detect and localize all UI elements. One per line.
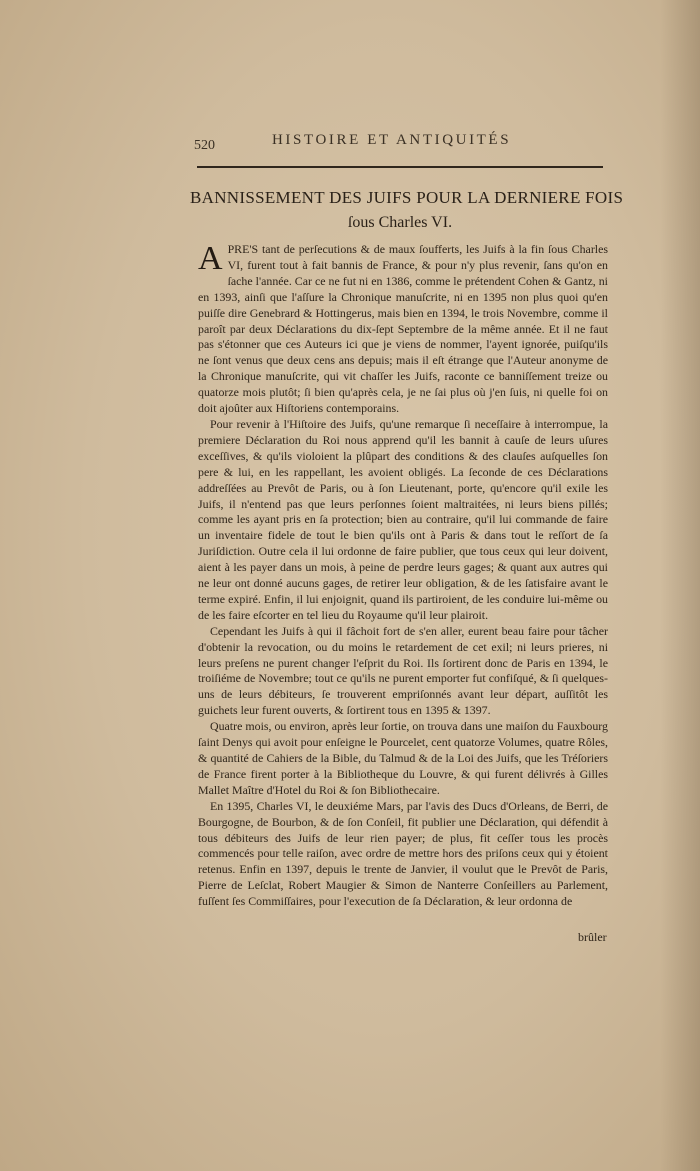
chapter-title-line2: ſous Charles VI. bbox=[347, 214, 453, 231]
paragraph: Quatre mois, ou environ, après leur ſortie, on trouva dans une maiſon du Fauxbourg ſaint Denys qui avoit pour enſeigne le Pourcelet, cent quatorze Volumes, quatre Rôles, & quantité de Cahiers de la Bible, du Talmud & de la Loi des Juifs, que les Tréſoriers de France firent porter à la Bibliotheque du Louvre, & qui furent délivrés à Gilles Mallet Maître d'Hotel du Roi & ſon Bibliothecaire. bbox=[198, 719, 608, 797]
header-rule bbox=[197, 166, 603, 168]
paragraph: En 1395, Charles VI, le deuxiéme Mars, par l'avis des Ducs d'Orleans, de Berri, de Bourgogne, de Bourbon, & de ſon Conſeil, fit publier une Déclaration, qui défendit à tous débiteurs des Juifs de leur rien payer; de plus, fit ceſſer tous les procès commencés pour telle raiſon, avec ordre de mettre hors des priſons ceux qui y étoient retenus. Enfin en 1397, depuis le trente de Janvier, il voulut que le Prevôt de Paris, Pierre de Leſclat, Robert Maugier & Simon de Nanterre Conſeillers au Parlement, fuſſent ſes Commiſſaires, pour l'execution de ſa Déclaration, & leur ordonna de bbox=[198, 798, 608, 909]
running-head: HISTOIRE ET ANTIQUITÉS bbox=[272, 132, 512, 148]
catchword: brûler bbox=[578, 930, 607, 944]
page-number: 520 bbox=[194, 138, 215, 153]
page-fold-shadow bbox=[660, 0, 700, 1171]
paragraph: Pour revenir à l'Hiſtoire des Juifs, qu'une remarque ſi neceſſaire à interrompue, la premiere Déclaration du Roi nous apprend qu'il les bannit à cauſe de leurs uſures exceſſives, & qu'ils violoient la plûpart des conditions & des clauſes auſquelles ſon pere & lui, en les rappellant, les avoient obligés. La ſeconde de ces Déclarations addreſſées au Prevôt de Paris, ou à ſon Lieutenant, porte, qu'encore qu'il exile les Juifs, il n'entend pas que leurs perſonnes ſoient maltraitées, ni leurs biens pillés; comme les ayant pris en ſa protection; bien au contraire, qu'il lui commande de faire un inventaire fidele de tout le bien qu'ils ont à Paris & dans tout le reſſort de ſa Juriſdiction. Outre cela il lui ordonne de faire publier, que tous ceux qui leur doivent, aient à les payer dans un mois, à peine de perdre leurs gages; & quant aux autres qui ne leur ont donné aucuns gages, de retirer leur obligation, & de les ſatisfaire avant le terme expiré. Enfin, il lui enjoignit, quand ils partiroient, de les conduire lui-même ou de les faire eſcorter en tel lieu du Royaume qu'il leur plairoit. bbox=[198, 416, 608, 622]
drop-cap: A bbox=[198, 240, 223, 277]
paragraph-text: PRE'S tant de perſecutions & de maux ſoufferts, les Juifs à la fin ſous Charles VI, furent tout à fait bannis de France, & pour n'y plus revenir, ſans qu'on en ſache l'année. Car ce ne fut ni en 1386, comme le prétendent Cohen & Gantz, ni en 1393, ainſi que l'aſſure la Chronique manuſcrite, ni en 1395 non plus quoi qu'en puiſſe dire Genebrard & Hottingerus, mais bien en 1394, le trois Novembre, comme il paroît par deux Déclarations du dix-ſept Septembre de la même année. Et il ne faut pas s'étonner que ces Auteurs ici que je viens de nommer, l'ayent ignorée, puiſqu'ils ne ſont venus que deux cens ans depuis; mais il eſt étrange que l'Auteur anonyme de la Chronique manuſcrite, qui vit chaſſer les Juifs, raconte ce banniſſement treize ou quatorze mois plutôt; ſi bien qu'après cela, je ne ſai plus où j'en ſuis, ni quelle foi on doit ajoûter aux Hiſtoriens contemporains. bbox=[198, 242, 608, 416]
chapter-title bbox=[190, 188, 624, 232]
body-text bbox=[198, 242, 608, 910]
chapter-title-line1: BANNISSEMENT DES JUIFS POUR LA DERNIERE FOIS bbox=[190, 188, 624, 207]
paragraph: Cependant les Juifs à qui il fâchoit fort de s'en aller, eurent beau faire pour tâcher d'obtenir la revocation, ou du moins le retardement de cet exil; ni leurs prieres, ni leurs preſens ne purent changer l'eſprit du Roi. Ils ſortirent donc de Paris en 1394, le troiſiéme de Novembre; tout ce qu'ils ne purent emporter fut confiſqué, & ſi quelques-uns de leurs débiteurs, ſe trouverent empriſonnés avant leur départ, auſſitôt les guichets leur furent ouverts, & ſortirent tous en 1395 & 1397. bbox=[198, 623, 608, 718]
paragraph bbox=[198, 242, 608, 417]
